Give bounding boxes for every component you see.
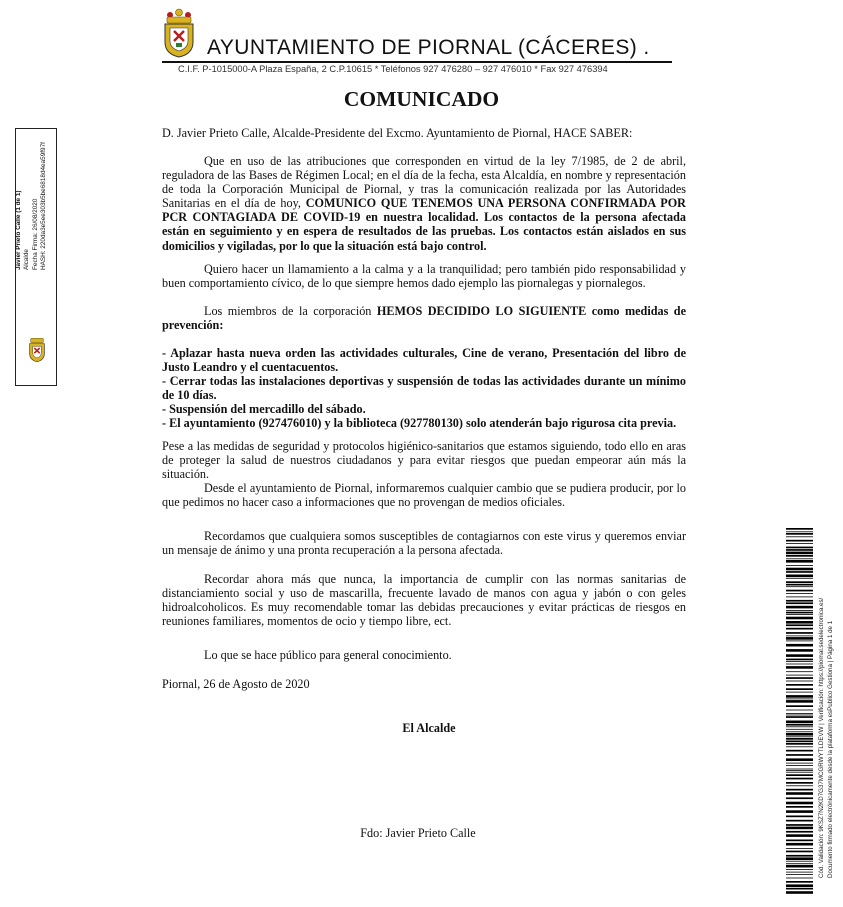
verification-barcode — [786, 528, 813, 896]
signature-hash: HASH: 220da3e5ee303b5be6818d4ea59f97f — [40, 142, 48, 270]
paragraph-measures-intro — [162, 304, 686, 332]
verification-code: Cód. Validación: 9KSZ7N2KD7G37MCGRWYTLDEVW | Verificación: https://piornal.sedelectronica.es/ — [818, 597, 825, 878]
verification-platform: Documento firmado electrónicamente desde la plataforma esPublico Gestiona | Página 1 de 1 — [826, 620, 834, 878]
signer-title: El Alcalde — [402, 721, 456, 735]
intro-paragraph: D. Javier Prieto Calle, Alcalde-Presidente del Excmo. Ayuntamiento de Piornal, HACE SABER: — [162, 126, 633, 140]
measure-item: - Suspensión del mercadillo del sábado. — [162, 402, 366, 417]
header-divider — [162, 61, 672, 63]
paragraph-encouragement: Recordamos que cualquiera somos susceptibles de contagiarnos con este virus y queremos enviar un mensaje de ánimo y una pronta recuperación a la persona afectada. — [162, 529, 686, 558]
measure-item: - Cerrar todas las instalaciones deportivas y suspensión de todas las actividades durante un mínimo de 10 días. — [162, 374, 686, 403]
header-contact-info: C.I.F. P-1015000-A Plaza España, 2 C.P.10615 * Teléfonos 927 476280 – 927 476010 * Fax 927 476394 — [178, 64, 608, 74]
paragraph-health-rules: Recordar ahora más que nunca, la importancia de cumplir con las normas sanitarias de distanciamiento social y uso de mascarilla, frecuente lavado de manos con agua y jabón o con geles hidroalcoholicos. Es muy recomendable tomar las debidas precauciones y evitar prácticas de riesgos en reuniones familiares, momentos de ocio y tiempo libre, ect. — [162, 572, 686, 629]
municipal-coat-of-arms — [162, 8, 196, 58]
paragraph-attributions — [162, 154, 686, 253]
measure-item: - Aplazar hasta nueva orden las actividades culturales, Cine de verano, Presentación del libro de Justo Leandro y el cuentacuentos. — [162, 346, 686, 375]
signature-stamp-text — [15, 142, 49, 270]
measure-item: - El ayuntamiento (927476010) y la biblioteca (927780130) solo atenderán bajo rigurosa cita previa. — [162, 416, 677, 431]
paragraph-official-info: Desde el ayuntamiento de Piornal, informaremos cualquier cambio que se pudiera producir, por lo que pedimos no hacer caso a informaciones que no provengan de medios oficiales. — [162, 481, 686, 510]
measures-list — [162, 346, 686, 431]
paragraph-safety-protocols: Pese a las medidas de seguridad y protocolos higiénico-sanitarios que estamos siguiendo, todo ello en aras de proteger la salud de nuestros ciudadanos y para evitar riesgos que puedan empeorar aún más la situación. — [162, 439, 686, 482]
signature-date: Fecha Firma: 26/08/2020 — [31, 198, 39, 270]
header-title: AYUNTAMIENTO DE PIORNAL (CÁCERES) . — [207, 36, 650, 59]
signature-signer: Javier Prieto Calle (1 de 1) — [15, 190, 22, 270]
verification-text — [818, 598, 835, 878]
paragraph-measures-intro-text: Los miembros de la corporación — [204, 304, 377, 318]
signature-crest-icon — [28, 336, 46, 363]
document-date: Piornal, 26 de Agosto de 2020 — [162, 677, 310, 691]
paragraph-attributions-bold: COMUNICO QUE TENEMOS UNA PERSONA CONFIRMADA POR PCR CONTAGIADA DE COVID-19 en nuestra localidad. Los contactos de la persona afectada están en seguimiento y en espera de resultados de las pruebas. Los contactos están aislados en sus domicilios y vigiladas, por lo que la situación está bajo control. — [162, 196, 686, 253]
paragraph-closing: Lo que se hace público para general conocimiento. — [204, 648, 452, 662]
signature-role: Alcalde — [23, 249, 31, 270]
paragraph-measures-intro-bold: HEMOS DECIDIDO LO SIGUIENTE como medidas de prevención: — [162, 304, 686, 333]
document-title: COMUNICADO — [343, 87, 500, 111]
paragraph-attributions-text: Que en uso de las atribuciones que corresponden en virtud de la ley 7/1985, de 2 de abril, reguladora de las Bases de Régimen Local; en el día de la fecha, esta Alcaldía, en nombre y representación de toda la Corporación Municipal de Piornal, y tras la comunicación realizada por las Autoridades Sanitarias en el día de hoy, — [162, 154, 686, 211]
paragraph-call-for-calm: Quiero hacer un llamamiento a la calma y a la tranquilidad; pero también pido responsabilidad y buen comportamiento cívico, de lo que siempre hemos dado ejemplo las piornalegas y piornalegos. — [162, 262, 686, 291]
signed-by: Fdo: Javier Prieto Calle — [360, 826, 476, 840]
